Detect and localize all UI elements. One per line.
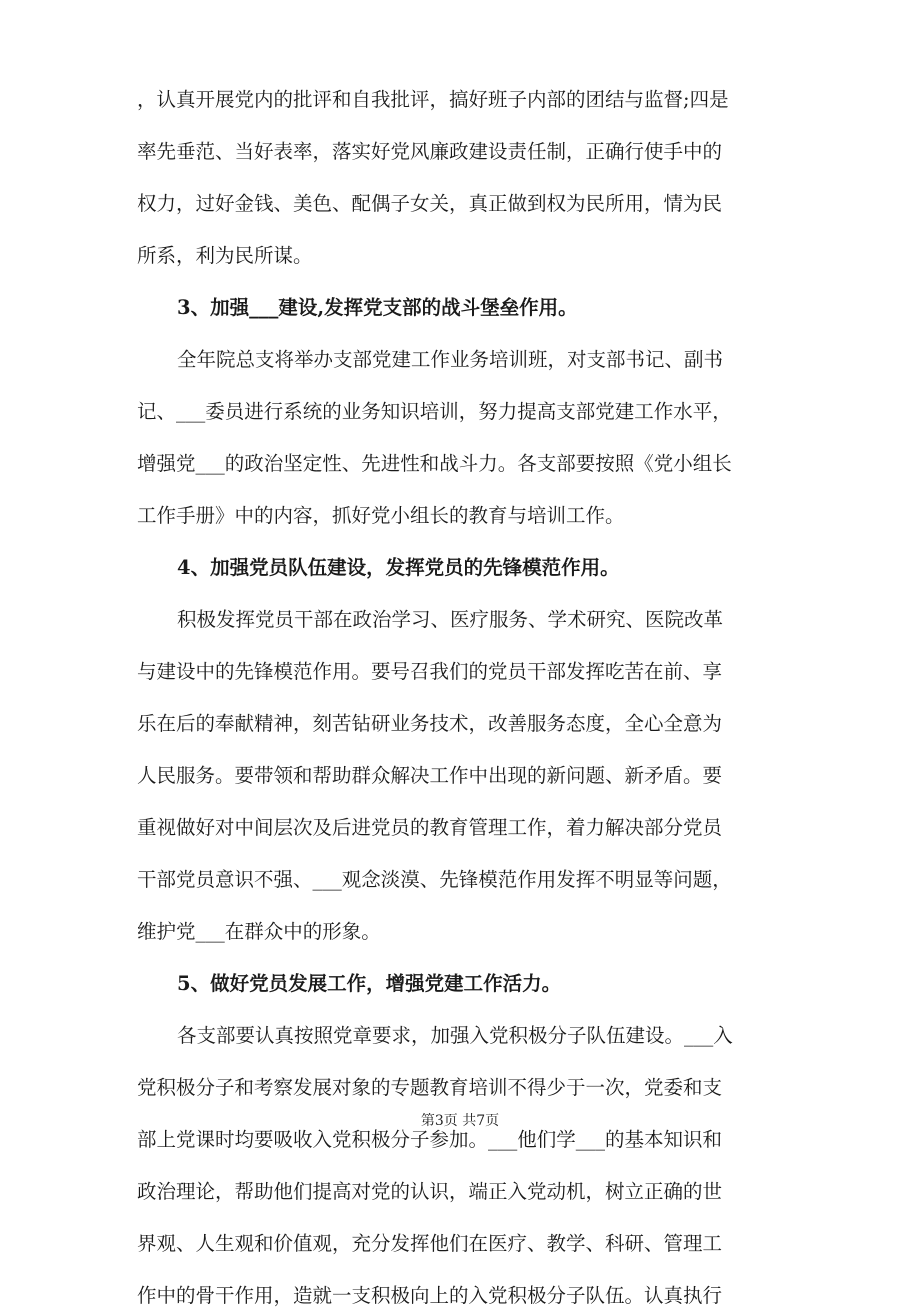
paragraph-line: 各支部要认真按照党章要求，加强入党积极分子队伍建设。___入 <box>177 1024 733 1047</box>
paragraph-line: 部上党课时均要吸收入党积极分子参加。___他们学___的基本知识和 <box>137 1128 723 1151</box>
paragraph-line: 与建设中的先锋模范作用。要号召我们的党员干部发挥吃苦在前、享 <box>137 660 723 683</box>
paragraph-line: 工作手册》中的内容，抓好党小组长的教育与培训工作。 <box>137 504 625 527</box>
paragraph-line: 记、___委员进行系统的业务知识培训，努力提高支部党建工作水平， <box>137 400 732 423</box>
page-footer: 第3页 共7页 <box>420 1113 500 1129</box>
paragraph-line: 干部党员意识不强、___观念淡漠、先锋模范作用发挥不明显等问题， <box>137 868 732 891</box>
paragraph-line: 所系，利为民所谋。 <box>137 244 313 267</box>
section-heading: 5、做好党员发展工作，增强党建工作活力。 <box>177 972 562 995</box>
section-heading: 3、加强___建设,发挥党支部的战斗堡垒作用。 <box>177 296 578 319</box>
paragraph-line: 作中的骨干作用，造就一支积极向上的入党积极分子队伍。认真执行 <box>137 1284 723 1307</box>
paragraph-line: 积极发挥党员干部在政治学习、医疗服务、学术研究、医院改革 <box>177 608 724 631</box>
paragraph-line: 重视做好对中间层次及后进党员的教育管理工作，着力解决部分党员 <box>137 816 723 839</box>
paragraph-line: 增强党___的政治坚定性、先进性和战斗力。各支部要按照《党小组长 <box>137 452 732 475</box>
paragraph-line: 权力，过好金钱、美色、配偶子女关，真正做到权为民所用，情为民 <box>137 192 723 215</box>
section-heading: 4、加强党员队伍建设，发挥党员的先锋模范作用。 <box>177 556 620 579</box>
paragraph-line: 党积极分子和考察发展对象的专题教育培训不得少于一次，党委和支 <box>137 1076 723 1099</box>
paragraph-line: 人民服务。要带领和帮助群众解决工作中出现的新问题、新矛盾。要 <box>137 764 723 787</box>
paragraph-line: 政治理论，帮助他们提高对党的认识，端正入党动机，树立正确的世 <box>137 1180 723 1203</box>
paragraph-line: 全年院总支将举办支部党建工作业务培训班，对支部书记、副书 <box>177 348 724 371</box>
paragraph-line: 界观、人生观和价值观，充分发挥他们在医疗、教学、科研、管理工 <box>137 1232 723 1255</box>
paragraph-line: 乐在后的奉献精神，刻苦钻研业务技术，改善服务态度，全心全意为 <box>137 712 723 735</box>
paragraph-line: ，认真开展党内的批评和自我批评，搞好班子内部的团结与监督;四是 <box>137 88 729 111</box>
paragraph-line: 维护党___在群众中的形象。 <box>137 920 381 943</box>
paragraph-line: 率先垂范、当好表率，落实好党风廉政建设责任制，正确行使手中的 <box>137 140 723 163</box>
